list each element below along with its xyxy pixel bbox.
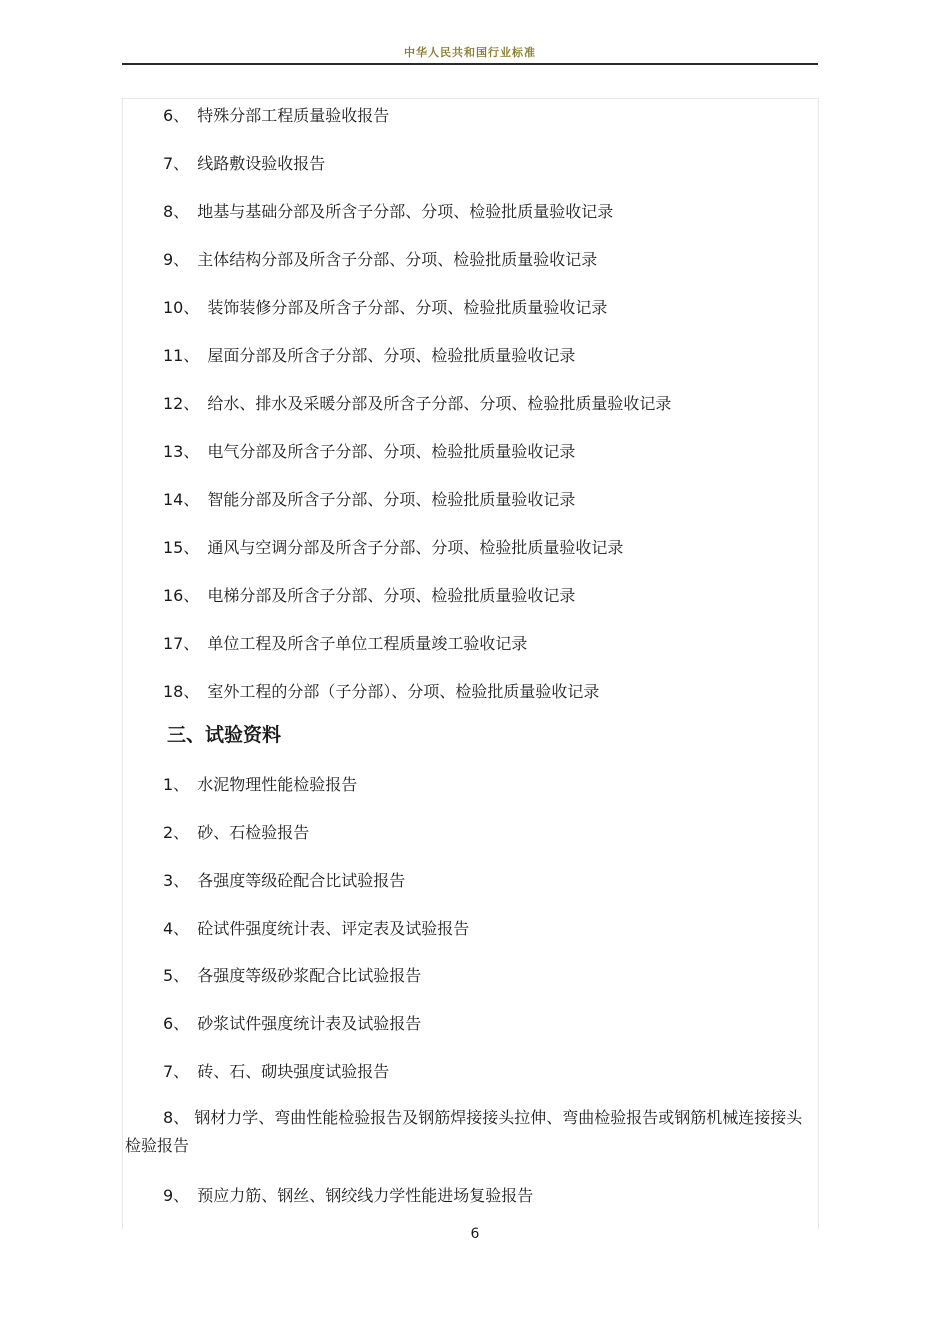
section-heading: 三、试验资料 bbox=[167, 724, 282, 746]
list-item: 2、 砂、石检验报告 bbox=[163, 823, 310, 842]
list-item: 8、 地基与基础分部及所含子分部、分项、检验批质量验收记录 bbox=[163, 202, 614, 221]
list-item-wrapped: 8、 钢材力学、弯曲性能检验报告及钢筋焊接接头拉伸、弯曲检验报告或钢筋机械连接接头检验报告 bbox=[125, 1108, 803, 1155]
list-item: 12、 给水、排水及采暖分部及所含子分部、分项、检验批质量验收记录 bbox=[163, 394, 672, 413]
page-header-title: 中华人民共和国行业标准 bbox=[404, 46, 536, 59]
list-item: 17、 单位工程及所含子单位工程质量竣工验收记录 bbox=[163, 634, 528, 653]
list-item: 13、 电气分部及所含子分部、分项、检验批质量验收记录 bbox=[163, 442, 576, 461]
list-item: 11、 屋面分部及所含子分部、分项、检验批质量验收记录 bbox=[163, 346, 576, 365]
list-item: 7、 线路敷设验收报告 bbox=[163, 154, 326, 173]
page-number: 6 bbox=[470, 1226, 480, 1242]
list-item: 4、 砼试件强度统计表、评定表及试验报告 bbox=[163, 919, 470, 938]
list-item: 16、 电梯分部及所含子分部、分项、检验批质量验收记录 bbox=[163, 586, 576, 605]
list-item: 9、 预应力筋、钢丝、钢绞线力学性能进场复验报告 bbox=[163, 1186, 534, 1205]
list-item: 18、 室外工程的分部（子分部）、分项、检验批质量验收记录 bbox=[163, 682, 600, 701]
list-item: 1、 水泥物理性能检验报告 bbox=[163, 775, 358, 794]
list-item: 5、 各强度等级砂浆配合比试验报告 bbox=[163, 966, 422, 985]
list-item: 7、 砖、石、砌块强度试验报告 bbox=[163, 1062, 390, 1081]
list-item: 14、 智能分部及所含子分部、分项、检验批质量验收记录 bbox=[163, 490, 576, 509]
list-item: 6、 特殊分部工程质量验收报告 bbox=[163, 106, 390, 125]
list-item: 10、 装饰装修分部及所含子分部、分项、检验批质量验收记录 bbox=[163, 298, 608, 317]
list-item: 15、 通风与空调分部及所含子分部、分项、检验批质量验收记录 bbox=[163, 538, 624, 557]
list-item: 6、 砂浆试件强度统计表及试验报告 bbox=[163, 1014, 422, 1033]
header-divider bbox=[122, 63, 818, 65]
list-item: 3、 各强度等级砼配合比试验报告 bbox=[163, 871, 406, 890]
list-item: 9、 主体结构分部及所含子分部、分项、检验批质量验收记录 bbox=[163, 250, 598, 269]
